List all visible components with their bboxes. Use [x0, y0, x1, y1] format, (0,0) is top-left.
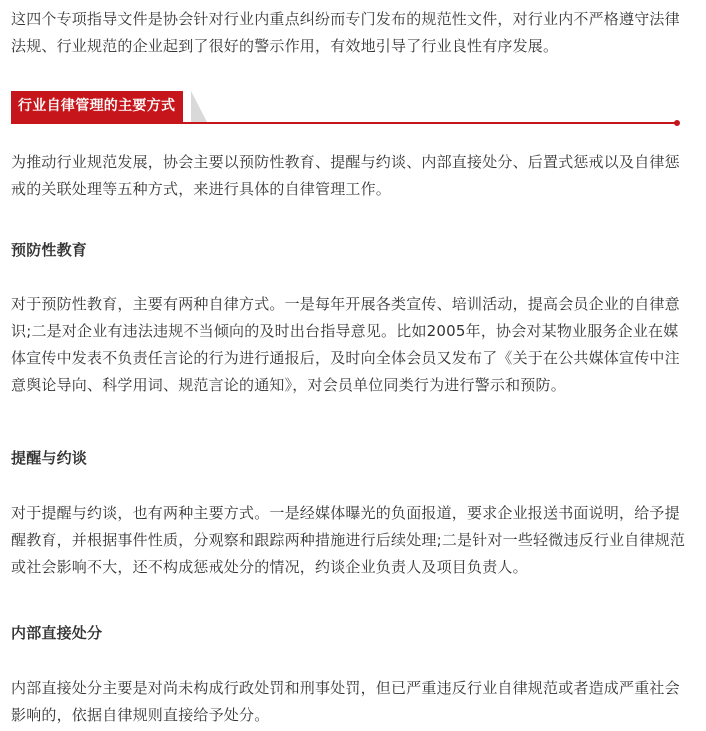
subsection-heading-preventive-education: 预防性教育 — [11, 241, 88, 259]
intro-paragraph: 这四个专项指导文件是协会针对行业内重点纠纷而专门发布的规范性文件，对行业内不严格遵守法律法规、行业规范的企业起到了很好的警示作用，有效地引导了行业良性有序发展。 — [11, 10, 680, 55]
section-title-fold-decoration — [191, 91, 207, 122]
subsection-heading-reminder-interview: 提醒与约谈 — [11, 449, 88, 467]
section-header — [11, 91, 686, 125]
overview-paragraph: 为推动行业规范发展，协会主要以预防性教育、提醒与约谈、内部直接处分、后置式惩戒以及自律惩戒的关联处理等五种方式，来进行具体的自律管理工作。 — [11, 153, 680, 198]
subsection-body-internal-sanction: 内部直接处分主要是对尚未构成行政处罚和刑事处罚，但已严重违反行业自律规范或者造成严重社会影响的，依据自律规则直接给予处分。 — [11, 679, 680, 724]
section-title: 行业自律管理的主要方式 — [11, 91, 183, 122]
section-divider-line — [11, 122, 676, 124]
subsection-body-preventive-education: 对于预防性教育，主要有两种自律方式。一是每年开展各类宣传、培训活动，提高会员企业的自律意识;二是对企业有违法违规不当倾向的及时出台指导意见。比如2005年，协会对某物业服务企业在媒体宣传中发表不负责任言论的行为进行通报后，及时向全体会员又发布了《关于在公共媒体宣传中注意舆论导向、科学用词、规范言论的通知》，对会员单位同类行为进行警示和预防。 — [11, 295, 680, 394]
subsection-heading-internal-sanction: 内部直接处分 — [11, 624, 103, 642]
section-divider-dot — [674, 120, 680, 126]
subsection-body-reminder-interview: 对于提醒与约谈，也有两种主要方式。一是经媒体曝光的负面报道，要求企业报送书面说明，给予提醒教育，并根据事件性质，分观察和跟踪两种措施进行后续处理;二是针对一些轻微违反行业自律规范或社会影响不大，还不构成惩戒处分的情况，约谈企业负责人及项目负责人。 — [11, 504, 686, 576]
